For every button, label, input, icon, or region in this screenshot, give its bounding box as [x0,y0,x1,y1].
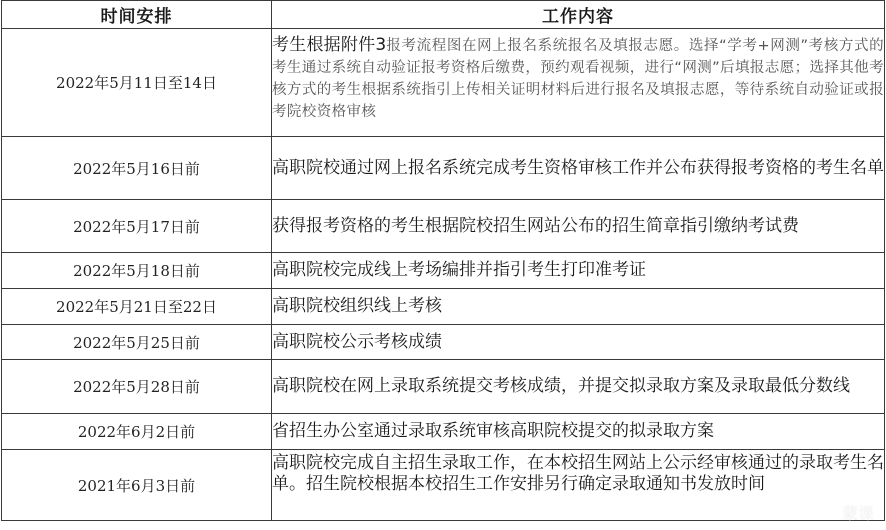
row-content: 获得报考资格的考生根据院校招生网站公布的招生简章指引缴纳考试费 [272,200,885,253]
watermark: 蒙课 [841,504,874,523]
row-content: 高职院校完成自主招生录取工作，在本校招生网站上公示经审核通过的录取考生名单。招生院校根据本校招生工作安排另行确定录取通知书发放时间 [272,450,885,521]
schedule-table [1,0,885,521]
row-content: 高职院校公示考核成绩 [272,325,885,360]
table-row [2,29,885,137]
header-time: 时间安排 [2,1,272,29]
row-date: 2022年5月16日前 [2,137,272,200]
table-row [2,137,885,200]
table-row [2,325,885,360]
row-date: 2022年5月28日前 [2,360,272,414]
row-content [272,29,885,137]
row-date: 2022年5月17日前 [2,200,272,253]
table-row [2,450,885,521]
row-content: 高职院校在网上录取系统提交考核成绩，并提交拟录取方案及录取最低分数线 [272,360,885,414]
row-date: 2022年5月25日前 [2,325,272,360]
row-content-lead: 考生根据附件3 [272,35,387,55]
table-row [2,200,885,253]
row-date: 2022年5月11日至14日 [2,29,272,137]
table-row [2,414,885,450]
row-date: 2021年6月3日前 [2,450,272,521]
table-header-row [2,1,885,29]
row-content: 省招生办公室通过录取系统审核高职院校提交的拟录取方案 [272,414,885,450]
row-date: 2022年5月21日至22日 [2,289,272,325]
row-content: 高职院校组织线上考核 [272,289,885,325]
row-content: 高职院校完成线上考场编排并指引考生打印准考证 [272,253,885,289]
header-work: 工作内容 [272,1,885,29]
row-date: 2022年5月18日前 [2,253,272,289]
row-content: 高职院校通过网上报名系统完成考生资格审核工作并公布获得报考资格的考生名单 [272,137,885,200]
row-content-rest: 报考流程图在网上报名系统报名及填报志愿。选择“学考+网测”考核方式的考生通过系统自动验证报考资格后缴费，预约观看视频，进行“网测”后填报志愿；选择其他考核方式的考生根据系统指引上传相关证明材料后进行报名及填报志愿，等待系统自动验证或报考院校资格审核 [272,38,884,120]
table-row [2,360,885,414]
table-row [2,289,885,325]
table-row [2,253,885,289]
row-date: 2022年6月2日前 [2,414,272,450]
